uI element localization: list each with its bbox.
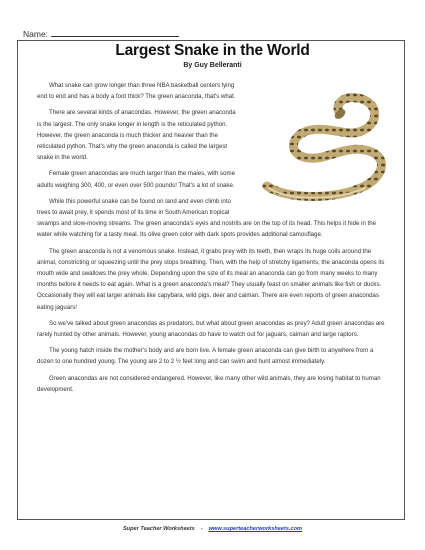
page-title: Largest Snake in the World [115, 42, 310, 59]
paragraph-6: So we've talked about green anacondas as predators, but what about green anacondas as prey? Adult green anacondas are rarely hunted by other animals. However, young anacondas do have to watch out for jaguars, caiman and large raptors. [37, 319, 385, 339]
anaconda-photo [247, 78, 397, 206]
footer-url-link[interactable]: www.superteacherworksheets.com [208, 526, 303, 532]
name-blank-line[interactable] [51, 28, 179, 37]
snake-body [267, 98, 382, 197]
name-field [23, 28, 179, 39]
footer [0, 526, 425, 532]
footer-separator: - [200, 526, 203, 532]
paragraph-3: Female green anacondas are much larger than the males, with some adults weighing 300, 400, or even over 500 pounds! That's a lot of snake. [37, 170, 235, 189]
byline: By Guy Belleranti [183, 62, 242, 69]
paragraph-8: Green anacondas are not considered endangered. However, like many other wild animals, they are losing habitat to human development. [37, 374, 381, 393]
paragraph-1: What snake can grow longer than three NBA basketball centers lying end to end and has a body a foot thick? The green anaconda, that's what. [37, 82, 236, 101]
paragraph-2: There are several kinds of anacondas. However, the green anaconda is the largest. The only snake longer in length is the reticulated python. However, the green anaconda is much thicker and heavier than the reticulated python. That's why the green anaconda is called the largest snake in the world. [37, 109, 236, 162]
paragraph-5: The green anaconda is not a venomous snake. Instead, it grabs prey with its teeth, then wraps its huge coils around the animal, constricting or squeezing until the prey stops breathing. Then, with the help of stretchy ligaments, the anaconda opens its mouth wide and swallows the prey whole. Depending upon the size of its meal an anaconda can go from many weeks to many months before it needs to eat again. What is a green anaconda's meal? They usually feast on smaller animals like fish or ducks. Occasionally they will eat larger animals like capybara, wild pigs, deer and caiman. There are even reports of green anacondas eating jaguars! [37, 247, 385, 311]
name-label: Name: [23, 29, 49, 39]
footer-brand: Super Teacher Worksheets [122, 526, 195, 532]
paragraph-4: While this powerful snake can be found on land and even climb into trees to await prey, it spends most of its time in South American tropical swamps and slow-moving streams. The green anaconda's eyes and nostrils are on the top of its head. This helps it hide in the water while watching for a tasty meal. Its olive green color with dark spots provides additional camouflage. [37, 197, 376, 239]
article-body [37, 80, 389, 400]
paragraph-7: The young hatch inside the mother's body and are born live. A female green anaconda can give birth to anywhere from a dozen to one hundred young. The young are 2 to 2 ½ feet long and can swim and hunt almost immediately. [37, 347, 374, 366]
